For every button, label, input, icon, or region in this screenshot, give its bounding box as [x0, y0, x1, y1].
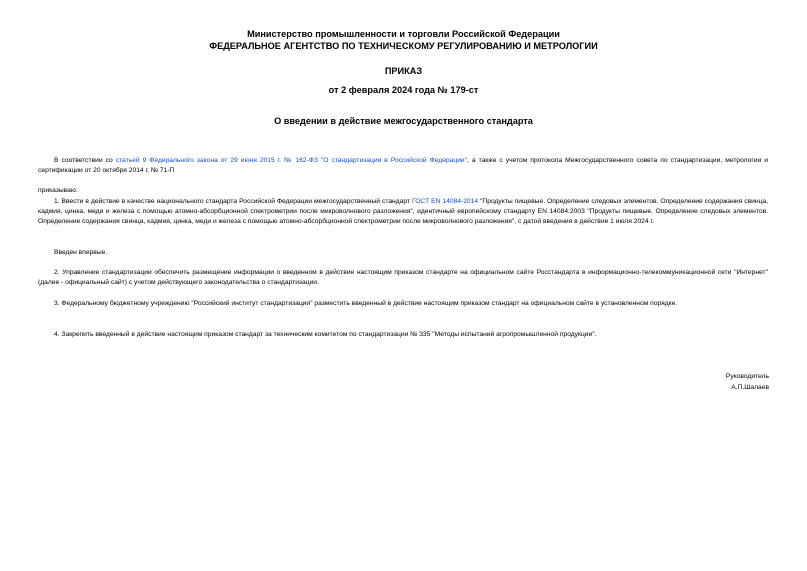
ministry-name: Министерство промышленности и торговли Российской Федерации: [247, 29, 560, 39]
preamble-text-after: , а также с учетом протокола Межгосударственного совета по стандартизации, метрологии и сертификации от 20 октября 2014 г. № 71-П: [38, 157, 768, 174]
gost-link[interactable]: ГОСТ EN 14084-2014: [411, 198, 479, 205]
item-1-text-before: 1. Ввести в действие в качестве национального стандарта Российской Федерации межгосударственный стандарт: [54, 198, 412, 205]
document-type: ПРИКАЗ: [384, 66, 423, 76]
item-1-text-after: "Продукты пищевые. Определение следовых элементов. Определение содержания свинца, кадмия, цинка, меди и железа с помощью атомно-абсорбционной спектрометрии после микроволнового разложения", идентичный европейскому стандарту EN 14084:2003 "Продукты пищевые. Определение следовых элементов. Определение содержания свинца, кадмия, цинка, меди и железа с помощью атомно-абсорбционной спектрометрии после микроволнового разложения", с датой введения в действие 1 июля 2024 г.: [38, 198, 768, 225]
law-link[interactable]: статьей 9 Федерального закона от 29 июня 2015 г. № 162-ФЗ "О стандартизации в Российской Федерации": [115, 157, 468, 164]
signatory-name: А.П.Шалаев: [731, 383, 769, 391]
preamble-paragraph: [38, 156, 768, 176]
introduced-first-time: Введен впервые.: [54, 249, 108, 256]
document-date-number: от 2 февраля 2024 года № 179-ст: [328, 85, 479, 95]
document-title: О введении в действие межгосударственного стандарта: [274, 116, 533, 126]
item-2-paragraph: 2. Управление стандартизации обеспечить размещение информации о введенном в действие настоящим приказом стандарте на официальном сайте Росстандарта в информационно-телекоммуникационной сети "Интернет" (далее - официальный сайт) с учетом действующего законодательства о стандартизации.: [38, 269, 768, 286]
item-4-paragraph: 4. Закрепить введенный в действие настоящим приказом стандарт за техническим комитетом по стандартизации № 335 "Методы испытаний агропромышленной продукции".: [54, 331, 597, 338]
item-1-paragraph: [38, 197, 768, 227]
order-word: приказываю:: [38, 187, 78, 194]
signature-block: [726, 372, 769, 393]
agency-name: ФЕДЕРАЛЬНОЕ АГЕНТСТВО ПО ТЕХНИЧЕСКОМУ РЕГУЛИРОВАНИЮ И МЕТРОЛОГИИ: [209, 41, 598, 51]
signatory-role: Руководитель: [725, 373, 769, 380]
preamble-text-before: В соответствии со: [54, 157, 116, 164]
item-3-paragraph: 3. Федеральному бюджетному учреждению "Российский институт стандартизации" разместить введенный в действие настоящим приказом стандарт на официальном сайте в установленном порядке.: [54, 300, 678, 307]
